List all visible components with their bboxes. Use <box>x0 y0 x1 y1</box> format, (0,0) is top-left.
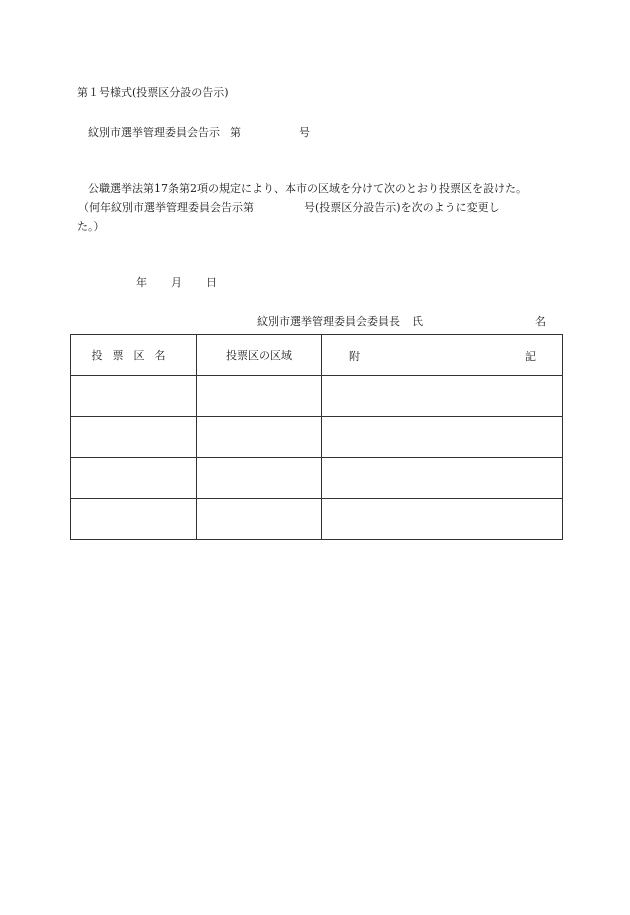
header-district-area: 投票区の区域 <box>197 335 322 376</box>
header-remarks-left: 附 <box>349 350 360 363</box>
table-cell <box>322 499 563 540</box>
notice-number-line <box>88 124 310 140</box>
body-line-3: た。） <box>77 220 105 233</box>
body-line-2a: （何年紋別市選挙管理委員会告示第 <box>78 201 254 214</box>
table-cell <box>322 376 563 417</box>
table-row <box>71 376 563 417</box>
table-cell <box>322 458 563 499</box>
table-cell <box>71 417 197 458</box>
signature-mei: 名 <box>535 315 546 328</box>
header-remarks-right: 記 <box>525 350 536 363</box>
body-line-1: 公職選挙法第17条第2項の規定により、本市の区域を分けて次のとおり投票区を設けた。 <box>88 182 527 195</box>
date-line <box>136 274 217 290</box>
table-cell <box>71 499 197 540</box>
date-year: 年 <box>136 276 147 289</box>
signature-shi: 氏 <box>412 315 423 328</box>
date-day: 日 <box>206 276 217 289</box>
table-cell <box>197 499 322 540</box>
notice-go: 号 <box>299 126 310 139</box>
signature-office: 紋別市選挙管理委員会委員長 <box>257 315 400 328</box>
table-cell <box>71 458 197 499</box>
table-cell <box>197 417 322 458</box>
table-cell <box>322 417 563 458</box>
table-row <box>71 458 563 499</box>
signature-line <box>257 313 546 329</box>
body-line-2 <box>78 199 500 215</box>
header-remarks <box>322 335 563 376</box>
table-cell <box>197 458 322 499</box>
notice-issuer: 紋別市選挙管理委員会告示 <box>88 126 220 139</box>
header-district-name: 投票区名 <box>71 335 197 376</box>
date-month: 月 <box>171 276 182 289</box>
table-header-row <box>71 335 563 376</box>
table-cell <box>197 376 322 417</box>
table-row <box>71 417 563 458</box>
table-row <box>71 499 563 540</box>
notice-dai: 第 <box>230 126 241 139</box>
table-cell <box>71 376 197 417</box>
form-title: 第１号様式(投票区分設の告示) <box>77 86 229 99</box>
district-table <box>70 334 563 540</box>
body-line-2b: 号(投票区分設告示)を次のように変更し <box>304 201 500 214</box>
